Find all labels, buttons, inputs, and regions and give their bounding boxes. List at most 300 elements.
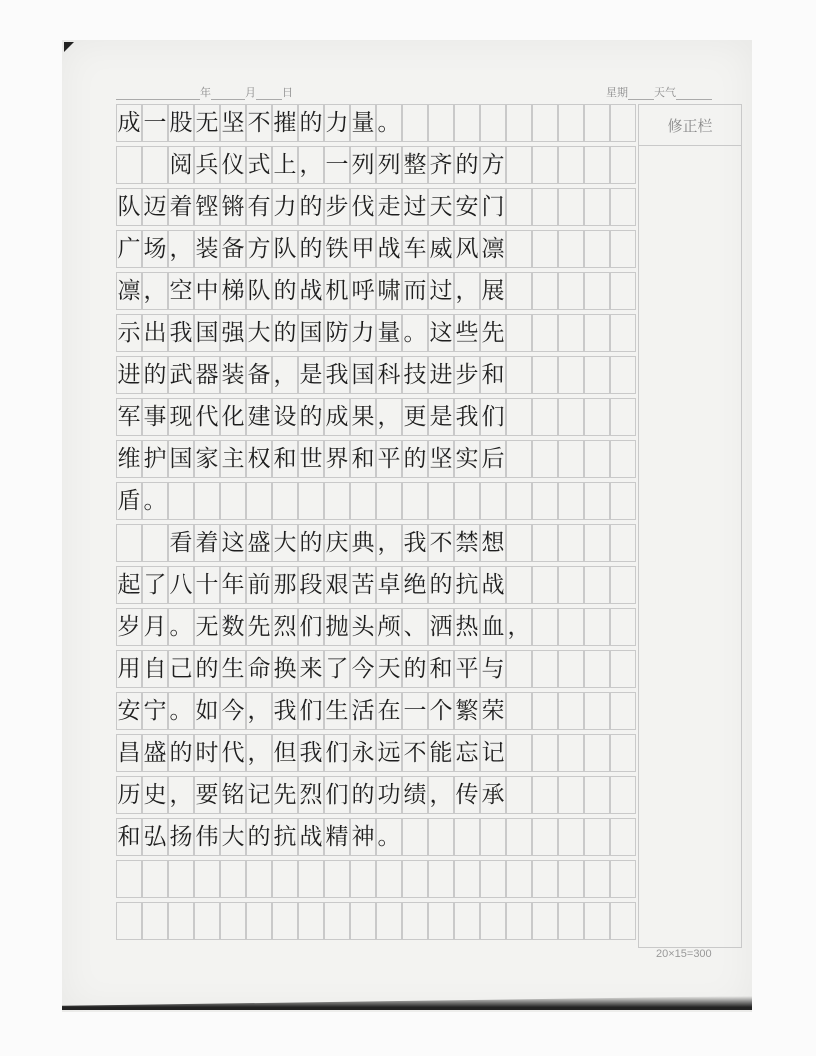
grid-cell: 那 [272, 566, 298, 604]
grid-cell: 能 [428, 734, 454, 772]
grid-cell [558, 314, 584, 352]
grid-cell: 如 [194, 692, 220, 730]
grid-cell [194, 860, 220, 898]
grid-cell: 我 [168, 314, 194, 352]
grid-cell [428, 818, 454, 856]
grid-cell [246, 860, 272, 898]
grid-cell: 盛 [246, 524, 272, 562]
grid-cell [584, 860, 610, 898]
grid-cell: 抗 [272, 818, 298, 856]
grid-cell: 世 [298, 440, 324, 478]
grid-cell: 实 [454, 440, 480, 478]
grid-cell: ， [246, 734, 272, 772]
weather-blank [676, 89, 712, 100]
grid-cell: 。 [376, 818, 402, 856]
grid-cell: 步 [324, 188, 350, 226]
grid-cell [454, 902, 480, 940]
grid-cell: 着 [168, 188, 194, 226]
grid-cell: 现 [168, 398, 194, 436]
grid-cell: 不 [246, 104, 272, 142]
grid-cell: 量 [350, 104, 376, 142]
grid-row [116, 566, 636, 604]
grid-cell: 看 [168, 524, 194, 562]
day-label: 日 [282, 87, 293, 99]
grid-cell [506, 440, 532, 478]
grid-cell [454, 482, 480, 520]
grid-cell [610, 230, 636, 268]
grid-cell: 机 [324, 272, 350, 310]
grid-cell: 。 [168, 608, 194, 646]
grid-cell: 的 [402, 650, 428, 688]
grid-cell [584, 566, 610, 604]
grid-cell: 量 [376, 314, 402, 352]
grid-cell: 洒 [428, 608, 454, 646]
grid-row [116, 146, 636, 184]
grid-cell [558, 818, 584, 856]
grid-cell: 先 [246, 608, 272, 646]
grid-cell [558, 860, 584, 898]
grid-cell: ， [246, 692, 272, 730]
grid-cell: 啸 [376, 272, 402, 310]
grid-cell: 的 [428, 566, 454, 604]
grid-cell: 方 [480, 146, 506, 184]
grid-cell [506, 230, 532, 268]
grid-cell [402, 818, 428, 856]
grid-cell: 远 [376, 734, 402, 772]
grid-cell [584, 272, 610, 310]
grid-cell [558, 272, 584, 310]
grid-cell: 的 [402, 440, 428, 478]
grid-cell: 们 [298, 692, 324, 730]
grid-cell: 不 [428, 524, 454, 562]
grid-cell [558, 608, 584, 646]
grid-cell: 示 [116, 314, 142, 352]
grid-capacity-note: 20×15=300 [656, 948, 712, 960]
weather-label: 天气 [654, 87, 676, 99]
grid-cell: 凛 [116, 272, 142, 310]
grid-cell [558, 734, 584, 772]
grid-cell: 国 [350, 356, 376, 394]
grid-cell: 伐 [350, 188, 376, 226]
grid-row [116, 356, 636, 394]
grid-cell: 历 [116, 776, 142, 814]
grid-cell: 方 [246, 230, 272, 268]
grid-cell [350, 902, 376, 940]
grid-cell: 坚 [428, 440, 454, 478]
grid-cell [402, 482, 428, 520]
grid-cell: 烈 [298, 776, 324, 814]
grid-cell [376, 902, 402, 940]
grid-cell: 卓 [376, 566, 402, 604]
grid-cell: 宁 [142, 692, 168, 730]
grid-cell [532, 566, 558, 604]
grid-cell: 和 [350, 440, 376, 478]
grid-cell [506, 650, 532, 688]
grid-cell: 天 [376, 650, 402, 688]
grid-cell [610, 272, 636, 310]
grid-cell [506, 734, 532, 772]
grid-cell: 禁 [454, 524, 480, 562]
grid-cell: 装 [220, 356, 246, 394]
grid-cell [298, 482, 324, 520]
grid-cell [506, 818, 532, 856]
grid-cell: 绝 [402, 566, 428, 604]
grid-row [116, 104, 636, 142]
grid-cell [298, 902, 324, 940]
grid-cell: 无 [194, 104, 220, 142]
grid-cell: 股 [168, 104, 194, 142]
grid-row [116, 524, 636, 562]
grid-cell: ， [376, 524, 402, 562]
grid-cell: 建 [246, 398, 272, 436]
grid-cell: 后 [480, 440, 506, 478]
grid-cell: 但 [272, 734, 298, 772]
grid-cell: 换 [272, 650, 298, 688]
grid-cell [584, 734, 610, 772]
grid-cell: 盾 [116, 482, 142, 520]
grid-cell [480, 482, 506, 520]
grid-cell [506, 188, 532, 226]
grid-cell [506, 314, 532, 352]
grid-cell [402, 902, 428, 940]
grid-cell [506, 146, 532, 184]
grid-cell: 安 [116, 692, 142, 730]
grid-cell: 果 [350, 398, 376, 436]
grid-cell: 先 [480, 314, 506, 352]
grid-cell: 抗 [454, 566, 480, 604]
grid-cell: 一 [402, 692, 428, 730]
grid-cell: 数 [220, 608, 246, 646]
grid-cell [532, 146, 558, 184]
grid-cell: 时 [194, 734, 220, 772]
grid-cell: 而 [402, 272, 428, 310]
grid-row [116, 650, 636, 688]
grid-cell: 今 [350, 650, 376, 688]
grid-cell: 十 [194, 566, 220, 604]
grid-cell: 更 [402, 398, 428, 436]
grid-cell: 一 [142, 104, 168, 142]
day-blank [256, 89, 282, 100]
grid-cell: 进 [428, 356, 454, 394]
grid-cell: 成 [116, 104, 142, 142]
grid-cell: 。 [142, 482, 168, 520]
grid-cell: 家 [194, 440, 220, 478]
grid-cell [558, 902, 584, 940]
grid-cell: 传 [454, 776, 480, 814]
grid-cell [532, 692, 558, 730]
grid-cell: 我 [402, 524, 428, 562]
grid-cell [584, 776, 610, 814]
grid-cell: 命 [246, 650, 272, 688]
year-blank [116, 89, 200, 100]
grid-cell: 坚 [220, 104, 246, 142]
year-label: 年 [200, 87, 211, 99]
grid-cell [220, 902, 246, 940]
grid-cell: 强 [220, 314, 246, 352]
grid-cell: 代 [194, 398, 220, 436]
grid-cell [506, 482, 532, 520]
grid-cell: ， [298, 146, 324, 184]
grid-cell: 安 [454, 188, 480, 226]
grid-cell: 铭 [220, 776, 246, 814]
grid-cell [584, 104, 610, 142]
grid-cell: 阅 [168, 146, 194, 184]
grid-cell [610, 776, 636, 814]
grid-cell [272, 482, 298, 520]
grid-cell: 典 [350, 524, 376, 562]
grid-cell [610, 734, 636, 772]
grid-cell: 月 [142, 608, 168, 646]
grid-row [116, 482, 636, 520]
grid-cell [584, 146, 610, 184]
grid-cell: 承 [480, 776, 506, 814]
grid-row [116, 440, 636, 478]
grid-cell: 些 [454, 314, 480, 352]
grid-cell [350, 860, 376, 898]
grid-cell: 记 [480, 734, 506, 772]
grid-cell: 力 [272, 188, 298, 226]
grid-cell: 艰 [324, 566, 350, 604]
grid-cell [506, 902, 532, 940]
grid-cell: 和 [480, 356, 506, 394]
grid-cell [610, 146, 636, 184]
grid-cell [116, 902, 142, 940]
grid-cell: 苦 [350, 566, 376, 604]
grid-cell: 用 [116, 650, 142, 688]
grid-cell [454, 860, 480, 898]
grid-cell: 扬 [168, 818, 194, 856]
grid-cell [584, 524, 610, 562]
grid-cell: ， [168, 776, 194, 814]
grid-cell [506, 104, 532, 142]
grid-cell [194, 482, 220, 520]
weekday-blank [628, 89, 654, 100]
grid-cell: 呼 [350, 272, 376, 310]
grid-cell [558, 650, 584, 688]
grid-cell [532, 482, 558, 520]
grid-cell [506, 524, 532, 562]
grid-cell: 过 [428, 272, 454, 310]
grid-cell: 今 [220, 692, 246, 730]
grid-cell: 甲 [350, 230, 376, 268]
grid-cell: 铿 [194, 188, 220, 226]
grid-cell [324, 860, 350, 898]
grid-cell: 起 [116, 566, 142, 604]
grid-cell: 装 [194, 230, 220, 268]
grid-cell: 的 [142, 356, 168, 394]
grid-cell: 大 [272, 524, 298, 562]
grid-cell [610, 902, 636, 940]
grid-cell: 备 [220, 230, 246, 268]
grid-cell: 我 [298, 734, 324, 772]
grid-cell: 年 [220, 566, 246, 604]
grid-cell [480, 860, 506, 898]
grid-row [116, 608, 636, 646]
grid-cell: 盛 [142, 734, 168, 772]
grid-cell [610, 608, 636, 646]
grid-cell [558, 440, 584, 478]
grid-cell: 主 [220, 440, 246, 478]
grid-cell: 不 [402, 734, 428, 772]
grid-cell [506, 398, 532, 436]
grid-cell: 设 [272, 398, 298, 436]
grid-row [116, 398, 636, 436]
grid-cell: 平 [376, 440, 402, 478]
grid-row [116, 776, 636, 814]
grid-cell [584, 440, 610, 478]
grid-cell: 的 [246, 818, 272, 856]
grid-cell: 队 [272, 230, 298, 268]
grid-cell [532, 608, 558, 646]
grid-cell [116, 524, 142, 562]
grid-cell: 在 [376, 692, 402, 730]
grid-cell: 血 [480, 608, 506, 646]
grid-cell: 热 [454, 608, 480, 646]
weekday-label: 星期 [606, 87, 628, 99]
grid-cell [428, 482, 454, 520]
grid-cell [506, 692, 532, 730]
grid-cell [584, 188, 610, 226]
grid-cell [558, 356, 584, 394]
grid-cell: ， [454, 272, 480, 310]
grid-row [116, 188, 636, 226]
grid-cell: 力 [350, 314, 376, 352]
grid-row [116, 692, 636, 730]
grid-cell: 自 [142, 650, 168, 688]
grid-cell: 是 [298, 356, 324, 394]
grid-cell: 的 [272, 314, 298, 352]
grid-cell: 锵 [220, 188, 246, 226]
grid-cell [532, 230, 558, 268]
grid-cell: 的 [454, 146, 480, 184]
grid-row [116, 818, 636, 856]
grid-cell [610, 524, 636, 562]
grid-cell: 的 [272, 272, 298, 310]
grid-cell: 摧 [272, 104, 298, 142]
grid-cell [272, 860, 298, 898]
grid-cell: 先 [272, 776, 298, 814]
grid-cell: 防 [324, 314, 350, 352]
grid-cell [506, 860, 532, 898]
grid-cell: ， [142, 272, 168, 310]
grid-cell [506, 356, 532, 394]
grid-cell [610, 188, 636, 226]
grid-cell [532, 272, 558, 310]
grid-cell [480, 818, 506, 856]
grid-cell: 整 [402, 146, 428, 184]
grid-cell: 器 [194, 356, 220, 394]
grid-cell: 技 [402, 356, 428, 394]
grid-cell [610, 692, 636, 730]
grid-cell: 的 [298, 398, 324, 436]
grid-cell: 繁 [454, 692, 480, 730]
grid-cell [376, 860, 402, 898]
month-blank [211, 89, 245, 100]
grid-cell: 活 [350, 692, 376, 730]
grid-cell: 场 [142, 230, 168, 268]
grid-cell [454, 818, 480, 856]
grid-cell [194, 902, 220, 940]
grid-cell: 战 [298, 272, 324, 310]
grid-cell [324, 482, 350, 520]
grid-cell [428, 104, 454, 142]
grid-cell [558, 104, 584, 142]
grid-cell: 记 [246, 776, 272, 814]
grid-cell [558, 482, 584, 520]
grid-cell: 队 [116, 188, 142, 226]
grid-cell: 和 [272, 440, 298, 478]
grid-cell: 生 [324, 692, 350, 730]
grid-cell: 齐 [428, 146, 454, 184]
grid-cell [584, 650, 610, 688]
grid-cell [142, 860, 168, 898]
grid-cell [532, 398, 558, 436]
grid-cell: 无 [194, 608, 220, 646]
grid-cell [532, 524, 558, 562]
grid-cell: 步 [454, 356, 480, 394]
grid-cell [116, 146, 142, 184]
grid-cell: 备 [246, 356, 272, 394]
grid-row [116, 860, 636, 898]
grid-cell [584, 230, 610, 268]
grid-cell [610, 482, 636, 520]
grid-cell: 出 [142, 314, 168, 352]
grid-cell [558, 188, 584, 226]
grid-cell [506, 776, 532, 814]
grid-cell: 车 [402, 230, 428, 268]
grid-cell: 们 [324, 776, 350, 814]
grid-cell [584, 608, 610, 646]
grid-cell: 平 [454, 650, 480, 688]
grid-cell [610, 440, 636, 478]
grid-cell [558, 398, 584, 436]
grid-cell: 兵 [194, 146, 220, 184]
grid-cell: 国 [298, 314, 324, 352]
weekday-weather-header [606, 86, 712, 100]
grid-cell: 荣 [480, 692, 506, 730]
grid-cell [532, 188, 558, 226]
grid-cell [584, 818, 610, 856]
grid-cell: 和 [116, 818, 142, 856]
grid-cell: 化 [220, 398, 246, 436]
grid-cell: 的 [298, 524, 324, 562]
grid-cell: 展 [480, 272, 506, 310]
grid-cell [610, 314, 636, 352]
grid-cell: 功 [376, 776, 402, 814]
grid-cell [532, 734, 558, 772]
grid-cell: 国 [194, 314, 220, 352]
grid-cell [558, 524, 584, 562]
grid-cell [480, 902, 506, 940]
grid-cell: 永 [350, 734, 376, 772]
grid-cell: 天 [428, 188, 454, 226]
grid-cell: 的 [298, 188, 324, 226]
grid-cell: 忘 [454, 734, 480, 772]
grid-cell: 战 [480, 566, 506, 604]
grid-cell: 生 [220, 650, 246, 688]
grid-cell: 。 [402, 314, 428, 352]
grid-cell: 八 [168, 566, 194, 604]
grid-row [116, 734, 636, 772]
grid-cell: 风 [454, 230, 480, 268]
grid-cell: 队 [246, 272, 272, 310]
grid-cell: 战 [298, 818, 324, 856]
grid-cell: 的 [350, 776, 376, 814]
grid-cell [402, 104, 428, 142]
grid-cell: 铁 [324, 230, 350, 268]
grid-cell [324, 902, 350, 940]
grid-cell [532, 314, 558, 352]
